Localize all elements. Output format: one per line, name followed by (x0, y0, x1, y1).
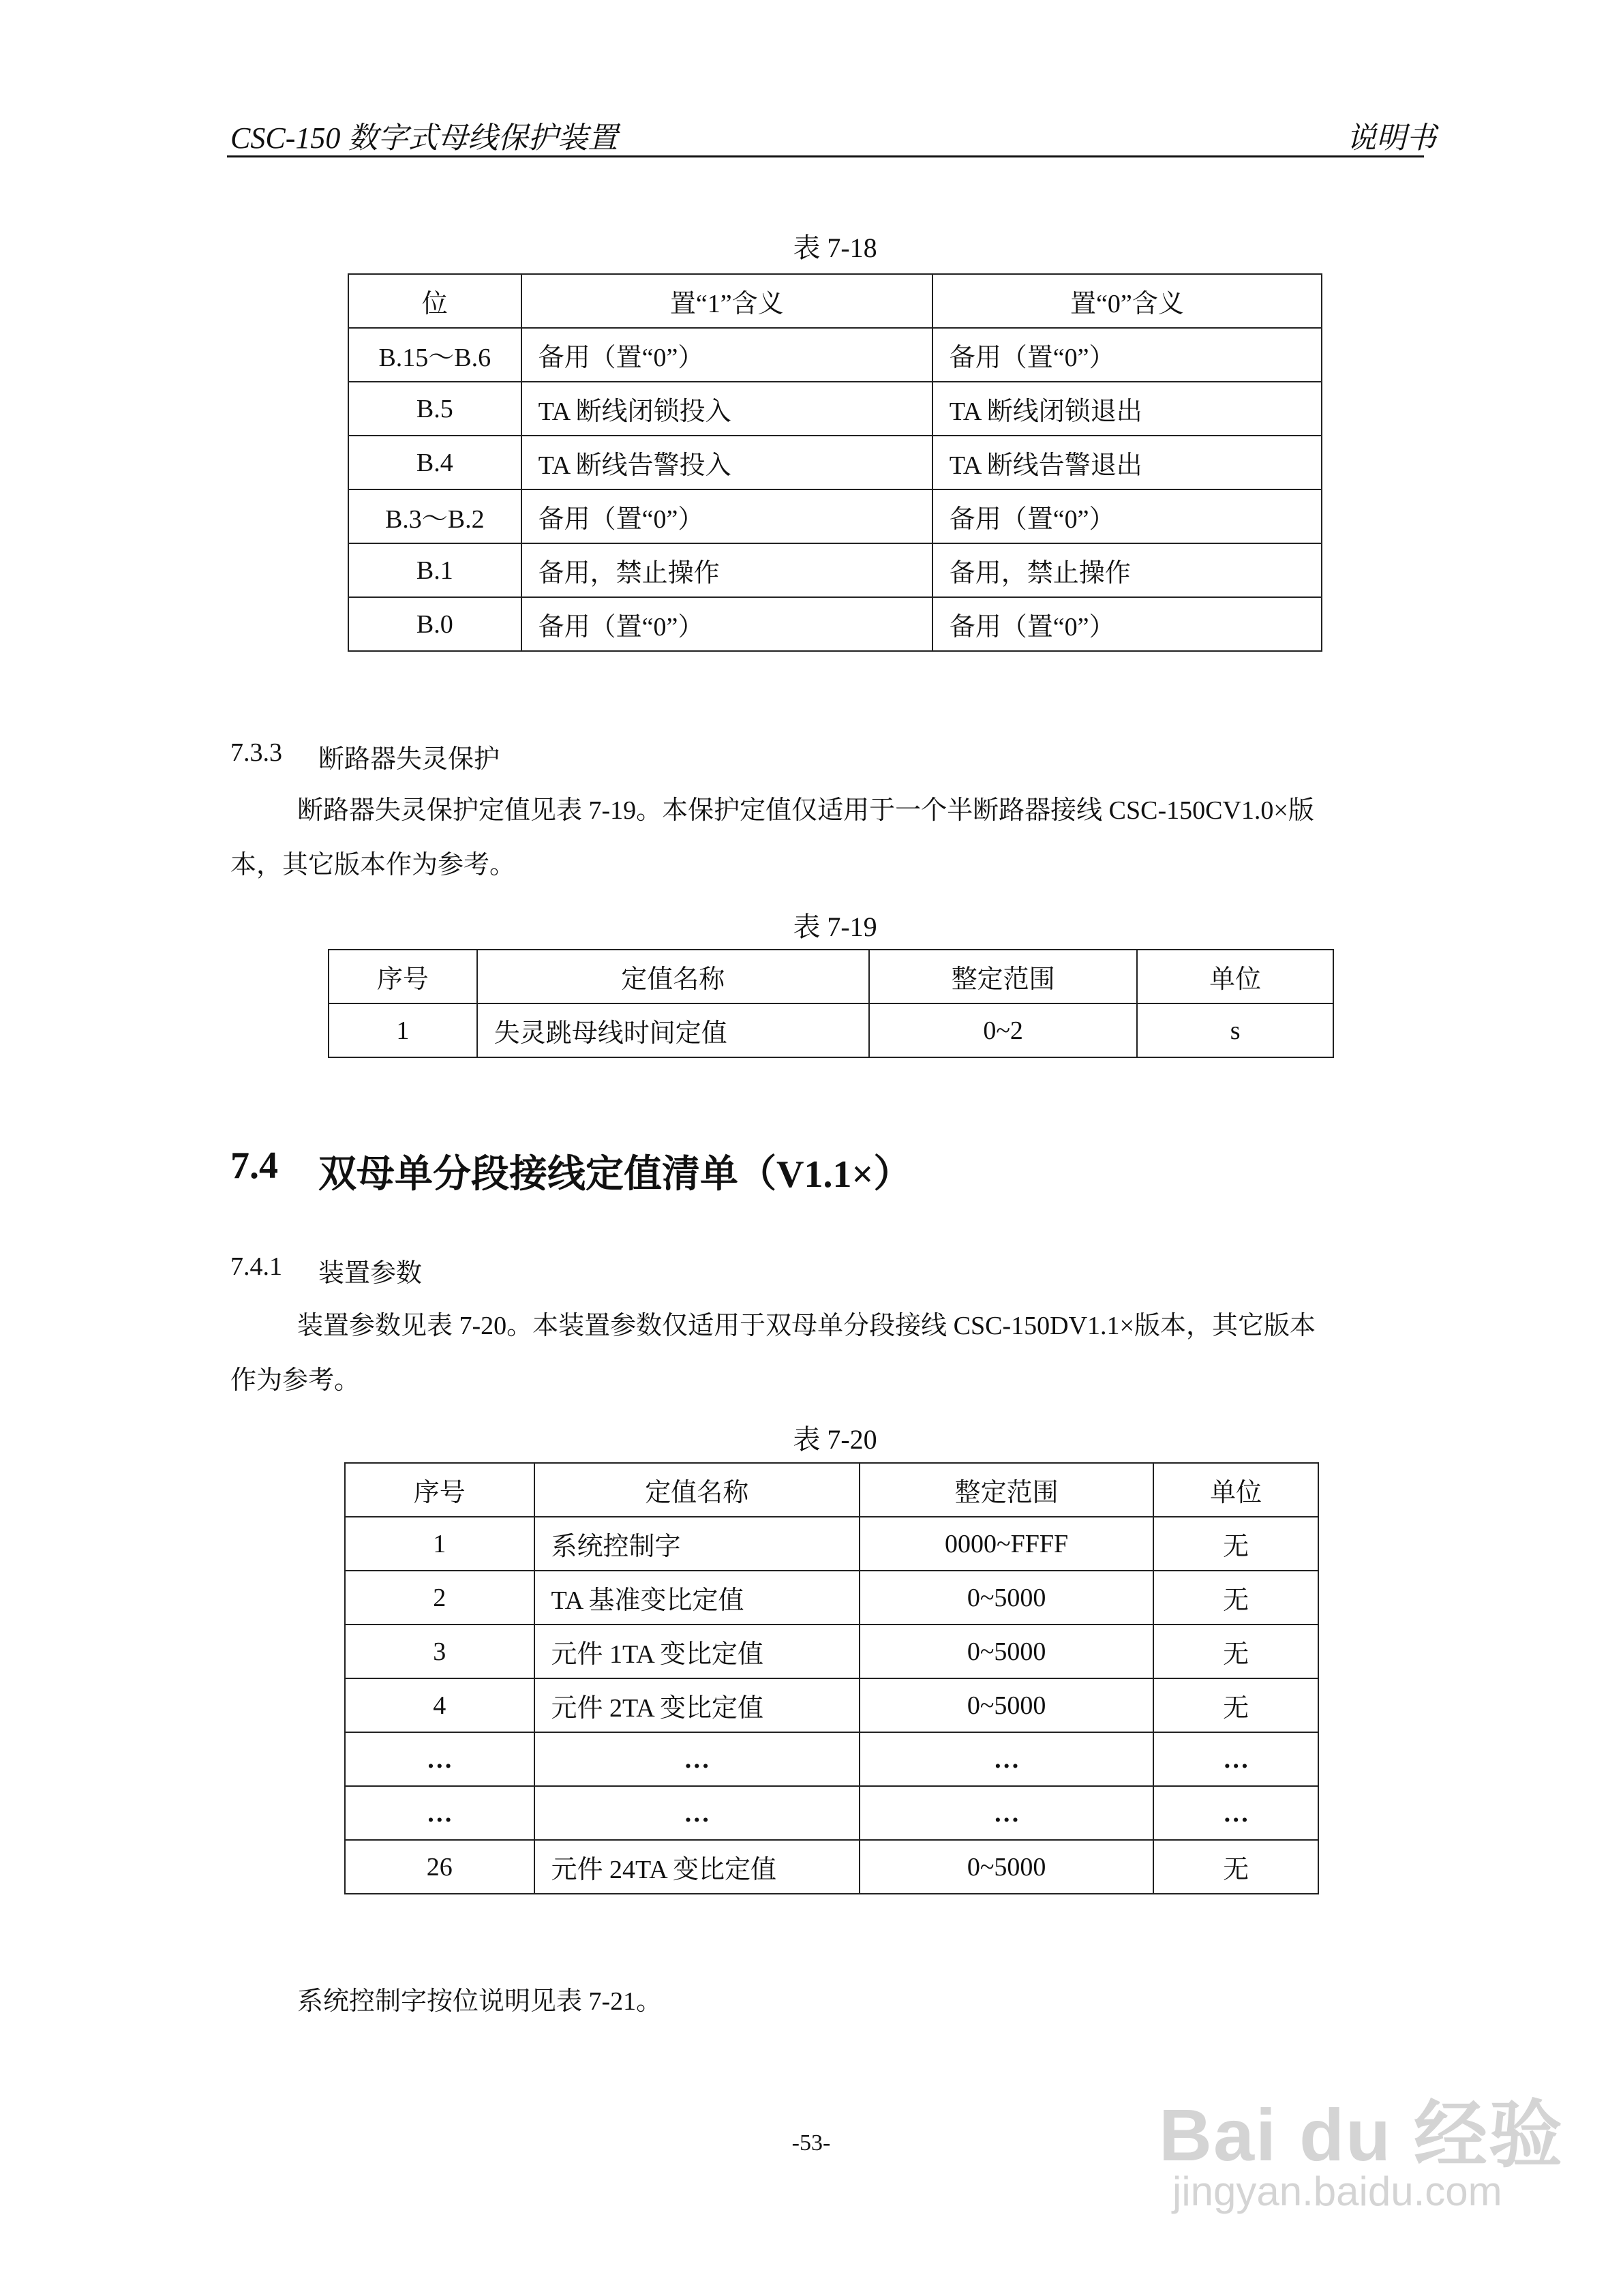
table-row (345, 1517, 1318, 1571)
name-cell: 系统控制字 (534, 1517, 860, 1571)
table-row (348, 489, 1322, 543)
section-7-4-title: 双母单分段接线定值清单（V1.1×） (318, 1153, 912, 1196)
header-title: CSC-150 数字式母线保护装置 (230, 121, 618, 155)
footer-note: 系统控制字按位说明见表 7-21。 (297, 1987, 663, 2016)
index-cell: … (345, 1732, 534, 1786)
header-cell: 定值名称 (534, 1463, 860, 1517)
table-7-19-caption: 表 7-19 (793, 911, 877, 942)
table-row (348, 436, 1322, 489)
section-7-3-3-number: 7.3.3 (230, 738, 282, 767)
table-row (348, 382, 1322, 436)
header-cell: 置“1”含义 (521, 274, 932, 328)
table-7-20 (344, 1462, 1319, 1894)
index-cell: 1 (345, 1517, 534, 1571)
unit-cell: s (1137, 1003, 1333, 1057)
baidu-jingyan-logo: Bai du 经验 (1159, 2094, 1564, 2176)
unit-cell: 无 (1153, 1678, 1318, 1732)
set0-cell: 备用，禁止操作 (932, 543, 1322, 597)
name-cell: 元件 1TA 变比定值 (534, 1625, 860, 1678)
header-cell: 位 (348, 274, 521, 328)
bit-cell: B.0 (348, 597, 521, 651)
table-row (348, 543, 1322, 597)
unit-cell: … (1153, 1732, 1318, 1786)
set1-cell: 备用，禁止操作 (521, 543, 932, 597)
set0-cell: 备用（置“0”） (932, 328, 1322, 382)
set1-cell: TA 断线闭锁投入 (521, 382, 932, 436)
header-cell: 序号 (345, 1463, 534, 1517)
header-cell: 置“0”含义 (932, 274, 1322, 328)
table-row (345, 1571, 1318, 1625)
section-7-4-number: 7.4 (230, 1145, 278, 1187)
bit-cell: B.5 (348, 382, 521, 436)
bit-cell: B.4 (348, 436, 521, 489)
range-cell: … (860, 1732, 1154, 1786)
watermark-url: jingyan.baidu.com (1172, 2169, 1502, 2214)
section-7-3-3-heading: 断路器失灵保护 (318, 745, 500, 774)
range-cell: 0~5000 (860, 1840, 1154, 1894)
index-cell: 4 (345, 1678, 534, 1732)
table-row (329, 1003, 1333, 1057)
section-7-4-1-heading: 装置参数 (318, 1259, 423, 1288)
bit-cell: B.3～B.2 (348, 489, 521, 543)
section-7-3-3-para-line2: 本，其它版本作为参考。 (230, 851, 516, 879)
index-cell: 26 (345, 1840, 534, 1894)
section-7-4-1-para-line1: 装置参数见表 7-20。本装置参数仅适用于双母单分段接线 CSC-150DV1.1×版本，其它版本 (297, 1312, 1316, 1340)
table-row (348, 328, 1322, 382)
name-cell: TA 基准变比定值 (534, 1571, 860, 1625)
header-cell: 整定范围 (869, 950, 1137, 1003)
table-row (345, 1840, 1318, 1894)
set0-cell: TA 断线告警退出 (932, 436, 1322, 489)
range-cell: 0~5000 (860, 1678, 1154, 1732)
table-header-row (329, 950, 1333, 1003)
range-cell: 0~5000 (860, 1571, 1154, 1625)
page-number: -53- (791, 2130, 831, 2156)
bit-cell: B.15～B.6 (348, 328, 521, 382)
section-7-3-3-para-line1: 断路器失灵保护定值见表 7-19。本保护定值仅适用于一个半断路器接线 CSC-150CV1.0×版 (297, 796, 1314, 825)
range-cell: 0~2 (869, 1003, 1137, 1057)
set1-cell: 备用（置“0”） (521, 489, 932, 543)
index-cell: … (345, 1786, 534, 1840)
name-cell: 元件 2TA 变比定值 (534, 1678, 860, 1732)
unit-cell: 无 (1153, 1625, 1318, 1678)
unit-cell: … (1153, 1786, 1318, 1840)
name-cell: 元件 24TA 变比定值 (534, 1840, 860, 1894)
name-cell: … (534, 1732, 860, 1786)
set1-cell: TA 断线告警投入 (521, 436, 932, 489)
name-cell: 失灵跳母线时间定值 (477, 1003, 869, 1057)
table-row (345, 1786, 1318, 1840)
range-cell: 0~5000 (860, 1625, 1154, 1678)
header-cell: 序号 (329, 950, 477, 1003)
section-7-4-1-number: 7.4.1 (230, 1252, 282, 1281)
index-cell: 3 (345, 1625, 534, 1678)
bit-cell: B.1 (348, 543, 521, 597)
range-cell: … (860, 1786, 1154, 1840)
set1-cell: 备用（置“0”） (521, 328, 932, 382)
index-cell: 1 (329, 1003, 477, 1057)
set0-cell: 备用（置“0”） (932, 597, 1322, 651)
unit-cell: 无 (1153, 1840, 1318, 1894)
table-7-18 (348, 273, 1322, 652)
header-cell: 单位 (1137, 950, 1333, 1003)
header-cell: 定值名称 (477, 950, 869, 1003)
name-cell: … (534, 1786, 860, 1840)
set0-cell: TA 断线闭锁退出 (932, 382, 1322, 436)
section-7-4-1-para-line2: 作为参考。 (230, 1366, 361, 1395)
range-cell: 0000~FFFF (860, 1517, 1154, 1571)
header-right: 说明书 (1346, 121, 1436, 155)
table-7-20-caption: 表 7-20 (793, 1424, 877, 1455)
header-cell: 整定范围 (860, 1463, 1154, 1517)
table-row (345, 1732, 1318, 1786)
table-7-18-caption: 表 7-18 (793, 232, 877, 263)
set1-cell: 备用（置“0”） (521, 597, 932, 651)
header-rule (227, 155, 1424, 157)
table-header-row (348, 274, 1322, 328)
table-7-19 (328, 949, 1334, 1058)
table-row (348, 597, 1322, 651)
unit-cell: 无 (1153, 1571, 1318, 1625)
table-row (345, 1625, 1318, 1678)
index-cell: 2 (345, 1571, 534, 1625)
set0-cell: 备用（置“0”） (932, 489, 1322, 543)
unit-cell: 无 (1153, 1517, 1318, 1571)
table-row (345, 1678, 1318, 1732)
table-header-row (345, 1463, 1318, 1517)
header-cell: 单位 (1153, 1463, 1318, 1517)
